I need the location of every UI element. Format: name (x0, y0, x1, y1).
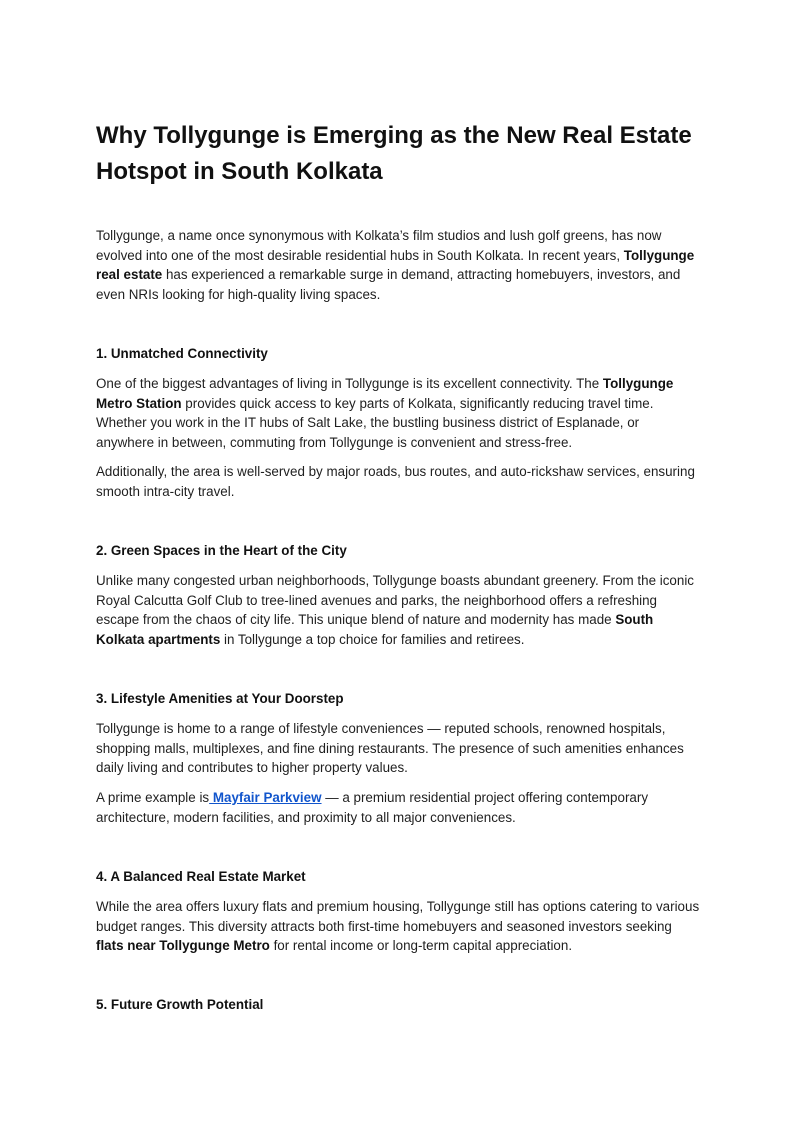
intro-bold-keyword: Tollygunge real estate (96, 247, 695, 283)
section-2-text-2: in Tollygunge a top choice for families and retirees. (220, 631, 525, 647)
section-3-heading: 3. Lifestyle Amenities at Your Doorstep (96, 691, 344, 706)
section-4-text-1: While the area offers luxury flats and premium housing, Tollygunge still has options catering to various budget ranges. This diversity attracts both first-time homebuyers and seasoned investors seeking (96, 899, 700, 934)
section-4-bold-keyword: flats near Tollygunge Metro (96, 938, 270, 954)
section-4-heading: 4. A Balanced Real Estate Market (96, 869, 306, 884)
section-3-text-2: — a premium residential project offering contemporary architecture, modern facilities, and proximity to all major conveniences. (96, 790, 649, 825)
page-title: Why Tollygunge is Emerging as the New Real Estate Hotspot in South Kolkata (96, 122, 692, 185)
section-1-paragraph-1 (96, 374, 700, 452)
section-3-paragraph-1: Tollygunge is home to a range of lifestyle conveniences — reputed schools, renowned hospitals, shopping malls, multiplexes, and fine dining restaurants. The presence of such amenities enhances daily living and contributes to higher property values. (96, 721, 684, 776)
section-2-bold-keyword: South Kolkata apartments (96, 612, 654, 647)
section-1-paragraph-2: Additionally, the area is well-served by major roads, bus routes, and auto-rickshaw services, ensuring smooth intra-city travel. (96, 464, 695, 499)
mayfair-parkview-link[interactable]: Mayfair Parkview (209, 790, 322, 805)
section-1-text-2: provides quick access to key parts of Kolkata, significantly reducing travel time. Whether you work in the IT hubs of Salt Lake, the bustling business district of Esplanade, or anywhere in between, commuting from Tollygunge is convenient and stress-free. (96, 395, 654, 450)
intro-text-2: has experienced a remarkable surge in demand, attracting homebuyers, investors, and even NRIs looking for high-quality living spaces. (96, 267, 681, 302)
section-5-heading: 5. Future Growth Potential (96, 997, 264, 1012)
section-1-bold-keyword: Tollygunge Metro Station (96, 376, 674, 411)
section-4-paragraph-1 (96, 897, 700, 956)
section-2-text-1: Unlike many congested urban neighborhoods, Tollygunge boasts abundant greenery. From the iconic Royal Calcutta Golf Club to tree-lined avenues and parks, the neighborhood offers a refreshing escape from the chaos of city life. This unique blend of nature and modernity has made (96, 573, 694, 628)
section-2-heading: 2. Green Spaces in the Heart of the City (96, 543, 347, 558)
intro-paragraph (96, 226, 700, 304)
section-1-heading: 1. Unmatched Connectivity (96, 346, 268, 361)
section-3-text-1: A prime example is (96, 790, 210, 805)
section-1-text-1: One of the biggest advantages of living in Tollygunge is its excellent connectivity. The (96, 376, 603, 391)
section-2-paragraph-1 (96, 571, 700, 649)
section-3-paragraph-2 (96, 788, 700, 827)
section-4-text-2: for rental income or long-term capital appreciation. (269, 938, 573, 954)
intro-text-1: Tollygunge, a name once synonymous with Kolkata’s film studios and lush golf greens, has now evolved into one of the most desirable residential hubs in South Kolkata. In recent years, (96, 228, 662, 263)
